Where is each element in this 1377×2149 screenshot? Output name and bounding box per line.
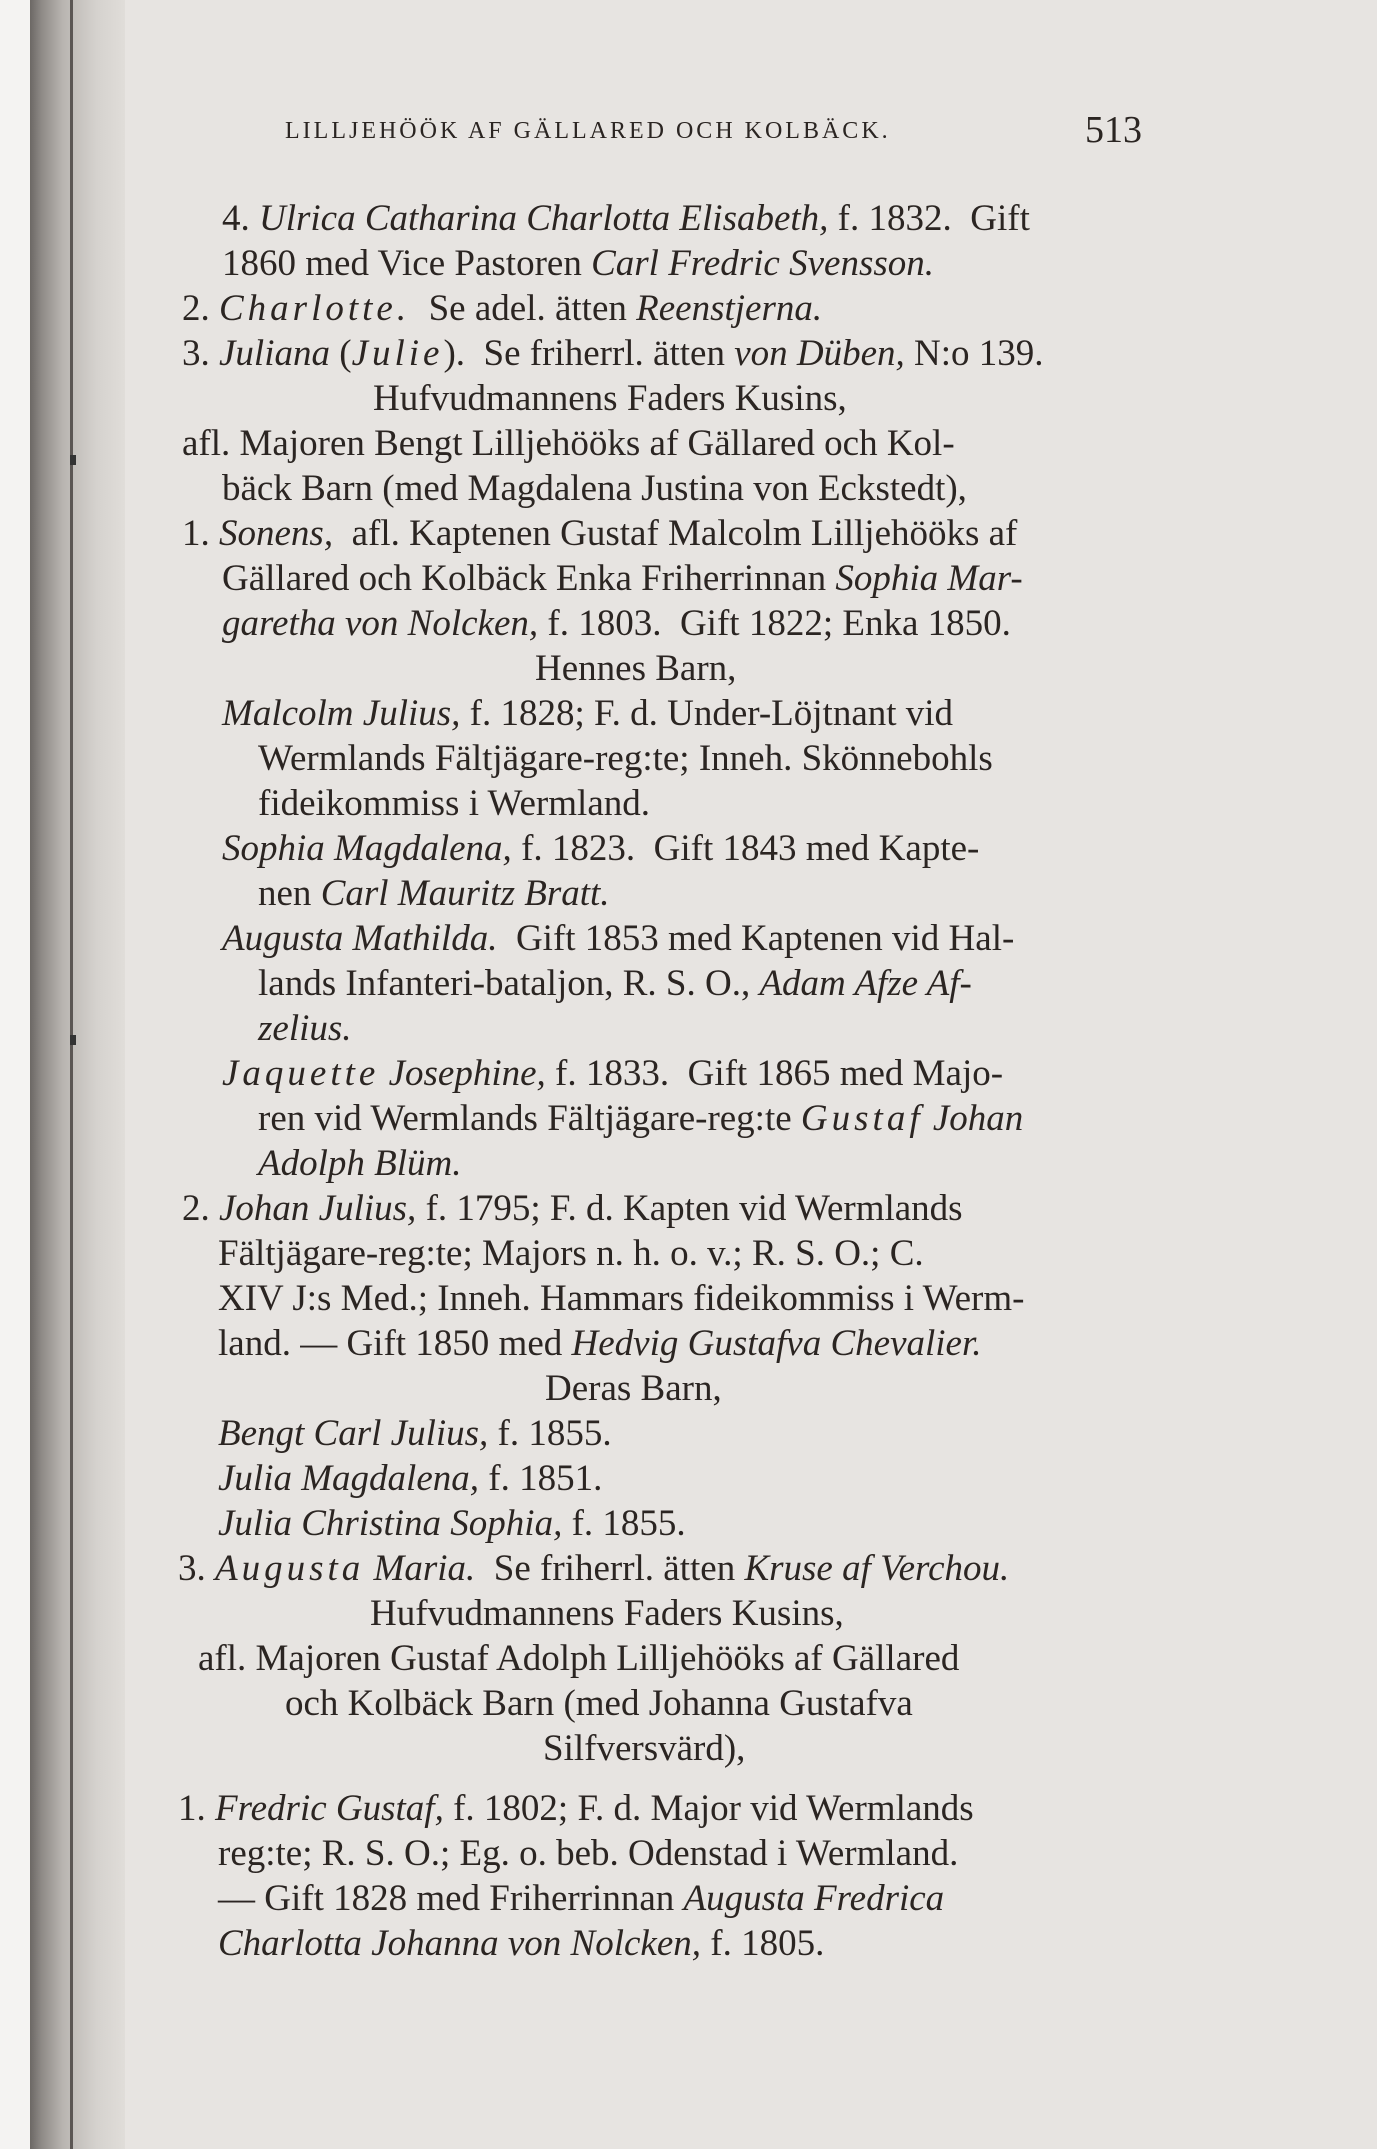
- text-line: Adolph Blüm.: [258, 1143, 462, 1184]
- text-line: Malcolm Julius, f. 1828; F. d. Under-Löjtnant vid: [222, 693, 954, 734]
- text-line: Silfversvärd),: [543, 1728, 746, 1769]
- text-line: Augusta Mathilda. Gift 1853 med Kaptenen vid Hal-: [222, 918, 1015, 959]
- text-line: nen Carl Mauritz Bratt.: [258, 873, 610, 914]
- text-line: 3. Augusta Maria. Se friherrl. ätten Kruse af Verchou.: [178, 1548, 1010, 1589]
- text-line: land. — Gift 1850 med Hedvig Gustafva Chevalier.: [218, 1323, 982, 1364]
- text-line: Gällared och Kolbäck Enka Friherrinnan Sophia Mar-: [222, 558, 1023, 599]
- text-line: Julia Magdalena, f. 1851.: [218, 1458, 603, 1499]
- text-line: 1. Sonens, afl. Kaptenen Gustaf Malcolm Lilljehööks af: [182, 513, 1018, 554]
- text-line: XIV J:s Med.; Inneh. Hammars fideikommiss i Werm-: [218, 1278, 1025, 1319]
- text-line: bäck Barn (med Magdalena Justina von Eckstedt),: [222, 468, 967, 509]
- text-line: Sophia Magdalena, f. 1823. Gift 1843 med Kapte-: [222, 828, 980, 869]
- section-heading: Hufvudmannens Faders Kusins,: [370, 1593, 844, 1634]
- page-number: 513: [1085, 109, 1142, 151]
- text-line: 2. Charlotte. Se adel. ätten Reenstjerna.: [182, 288, 823, 329]
- text-line: afl. Majoren Bengt Lilljehööks af Gällared och Kol-: [182, 423, 955, 464]
- scan-margin: [0, 0, 30, 2149]
- text-line: 1. Fredric Gustaf, f. 1802; F. d. Major vid Wermlands: [178, 1788, 974, 1829]
- binding-mark: [70, 455, 76, 465]
- section-heading: Hufvudmannens Faders Kusins,: [373, 378, 847, 419]
- text-line: ren vid Wermlands Fältjägare-reg:te Gustaf Johan: [258, 1098, 1024, 1139]
- binding-mark: [70, 1035, 76, 1045]
- text-line: 4. Ulrica Catharina Charlotta Elisabeth, f. 1832. Gift: [222, 198, 1030, 239]
- text-line: — Gift 1828 med Friherrinnan Augusta Fredrica: [218, 1878, 945, 1919]
- text-line: afl. Majoren Gustaf Adolph Lilljehööks af Gällared: [198, 1638, 960, 1679]
- text-line: zelius.: [258, 1008, 352, 1049]
- text-line: Jaquette Josephine, f. 1833. Gift 1865 med Majo-: [222, 1053, 1004, 1094]
- text-line: garetha von Nolcken, f. 1803. Gift 1822; Enka 1850.: [222, 603, 1011, 644]
- text-line: lands Infanteri-bataljon, R. S. O., Adam Afze Af-: [258, 963, 972, 1004]
- text-line: 1860 med Vice Pastoren Carl Fredric Svensson.: [222, 243, 934, 284]
- book-binding: [30, 0, 125, 2149]
- text-line: och Kolbäck Barn (med Johanna Gustafva: [285, 1683, 913, 1724]
- text-line: 2. Johan Julius, f. 1795; F. d. Kapten vid Wermlands: [182, 1188, 963, 1229]
- text-line: Wermlands Fältjägare-reg:te; Inneh. Skönnebohls: [258, 738, 993, 779]
- text-line: Charlotta Johanna von Nolcken, f. 1805.: [218, 1923, 825, 1964]
- text-line: Bengt Carl Julius, f. 1855.: [218, 1413, 612, 1454]
- text-line: Julia Christina Sophia, f. 1855.: [218, 1503, 686, 1544]
- running-title: LILLJEHÖÖK AF GÄLLARED OCH KOLBÄCK.: [285, 118, 891, 144]
- text-line: fideikommiss i Wermland.: [258, 783, 650, 824]
- text-line: Fältjägare-reg:te; Majors n. h. o. v.; R. S. O.; C.: [218, 1233, 924, 1274]
- binding-edge: [70, 0, 73, 2149]
- section-heading: Hennes Barn,: [535, 648, 737, 689]
- section-heading: Deras Barn,: [545, 1368, 722, 1409]
- text-line: 3. Juliana (Julie). Se friherrl. ätten von Düben, N:o 139.: [182, 333, 1044, 374]
- text-line: reg:te; R. S. O.; Eg. o. beb. Odenstad i Wermland.: [218, 1833, 959, 1874]
